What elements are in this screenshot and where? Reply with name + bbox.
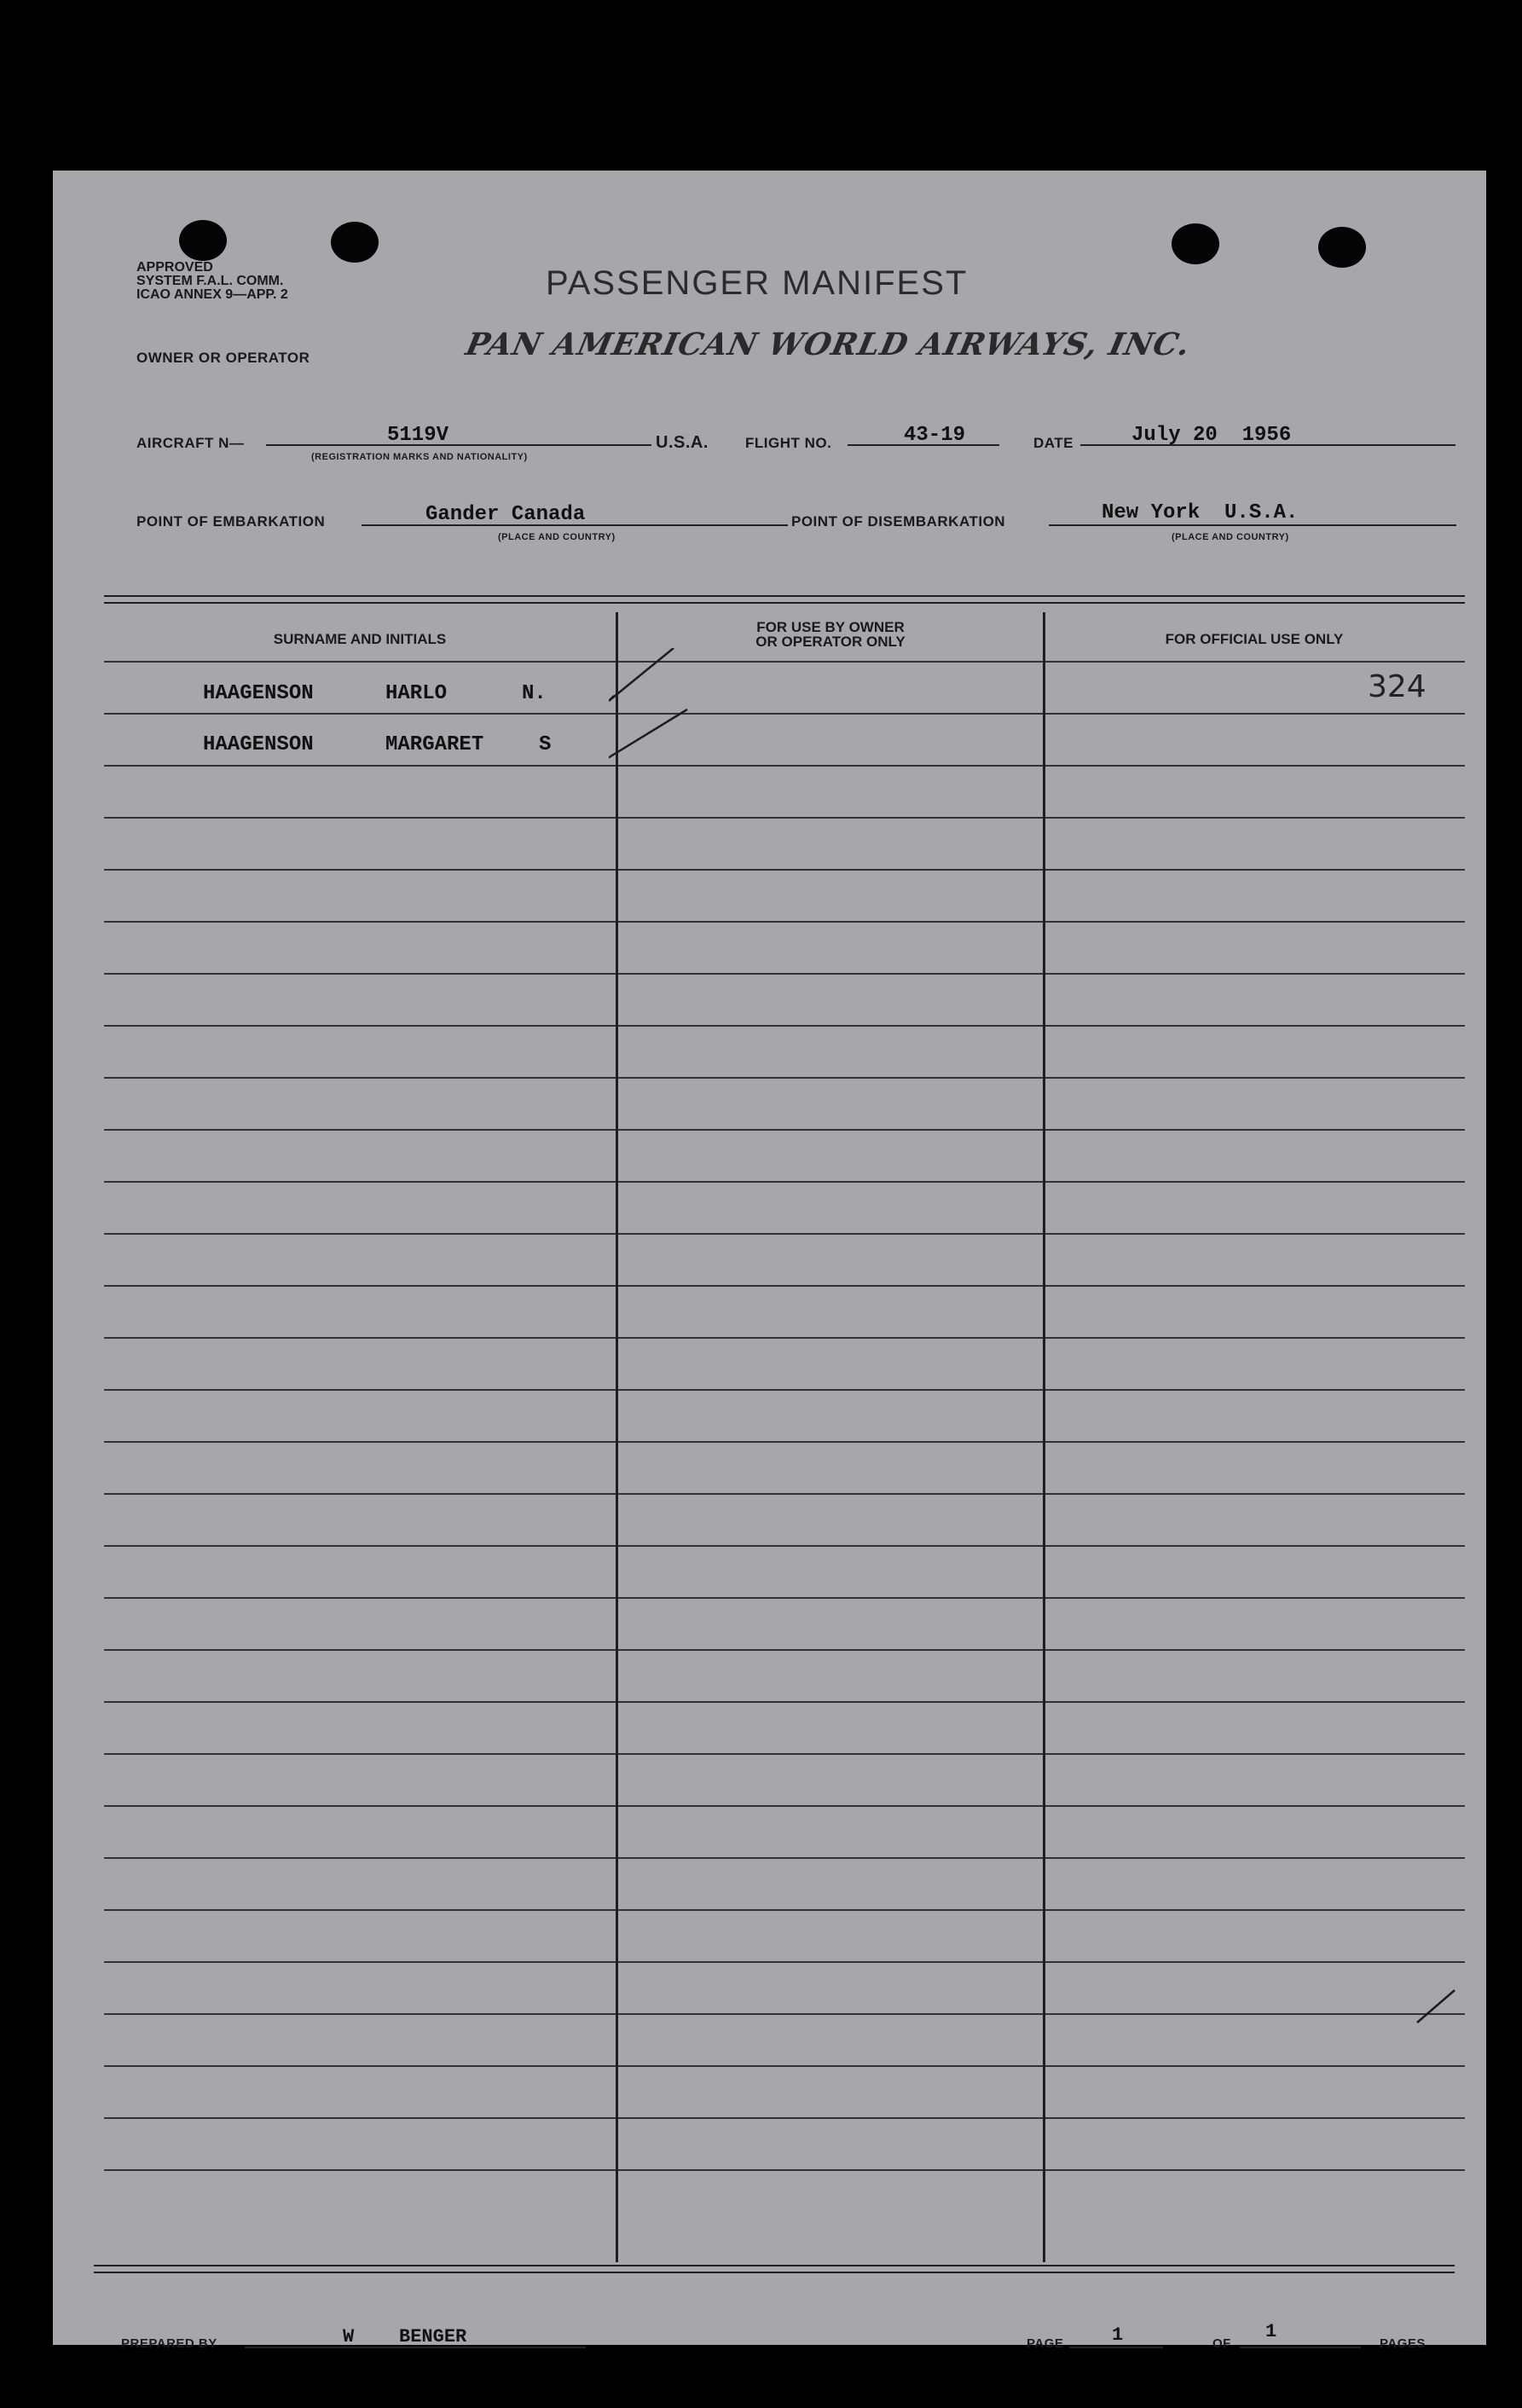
table-row-rule [104, 1597, 1465, 1599]
of-label: OF [1212, 2336, 1231, 2351]
page-title: PASSENGER MANIFEST [546, 264, 969, 302]
table-row-rule [104, 1909, 1465, 1911]
manifest-sheet [53, 171, 1486, 2351]
date-value: July 20 1956 [1131, 424, 1292, 447]
table-row-rule [104, 1753, 1465, 1755]
column-header-owner-use-line1: FOR USE BY OWNER [756, 619, 905, 635]
passenger-2-given: MARGARET [385, 733, 484, 756]
flight-value: 43-19 [904, 424, 966, 447]
punch-hole [179, 220, 227, 261]
table-row-rule [104, 1961, 1465, 1963]
table-row-rule [104, 1441, 1465, 1443]
embarkation-value: Gander Canada [425, 503, 586, 526]
disembarkation-underline [1049, 524, 1456, 526]
table-row-rule [104, 1285, 1465, 1287]
table-row-rule [104, 973, 1465, 975]
table-row-rule [104, 1649, 1465, 1651]
aircraft-label: AIRCRAFT N— [136, 435, 245, 451]
approval-line-3: ICAO ANNEX 9—APP. 2 [136, 287, 288, 302]
of-value: 1 [1265, 2321, 1277, 2342]
passenger-1-surname: HAAGENSON [203, 682, 314, 705]
column-header-surname: SURNAME AND INITIALS [273, 631, 447, 647]
approval-line-1: APPROVED [136, 260, 213, 275]
table-row-rule [104, 1129, 1465, 1131]
table-bottom-rule [94, 2272, 1455, 2273]
page-label: PAGE [1027, 2336, 1064, 2351]
aircraft-nationality: U.S.A. [656, 433, 709, 452]
prepared-by-label: PREPARED BY [121, 2336, 217, 2351]
pages-label: PAGES [1380, 2336, 1426, 2351]
of-underline [1240, 2347, 1361, 2348]
punch-hole [1318, 227, 1366, 268]
disembarkation-caption: (PLACE AND COUNTRY) [1172, 532, 1289, 542]
table-row-rule [104, 1545, 1465, 1547]
table-row-rule [104, 713, 1465, 715]
punch-hole [331, 222, 379, 263]
aircraft-underline [266, 444, 651, 446]
check-mark-icon [1415, 1985, 1458, 2028]
table-row-rule [104, 1025, 1465, 1027]
punch-hole [1172, 223, 1219, 264]
column-header-owner-use-line2: OR OPERATOR ONLY [755, 634, 906, 650]
aircraft-value: 5119V [387, 424, 449, 447]
passenger-1-initial: N. [522, 682, 547, 705]
passenger-2-surname: HAAGENSON [203, 733, 314, 756]
table-row-rule [104, 1181, 1465, 1183]
flight-label: FLIGHT NO. [745, 435, 832, 451]
table-row-rule [104, 1389, 1465, 1391]
page-value: 1 [1112, 2324, 1124, 2346]
passenger-2-initial: S [539, 733, 552, 756]
table-row-rule [104, 661, 1465, 663]
table-row-rule [104, 1805, 1465, 1807]
table-top-rule [104, 602, 1465, 604]
table-row-rule [104, 1077, 1465, 1079]
table-row-rule [104, 1701, 1465, 1703]
column-header-owner-use [618, 620, 1043, 649]
owner-label: OWNER OR OPERATOR [136, 350, 310, 366]
official-use-note: 324 [1368, 669, 1427, 704]
page-underline [1069, 2347, 1163, 2348]
table-row-rule [104, 1857, 1465, 1859]
table-row-rule [104, 765, 1465, 767]
column-header-official: FOR OFFICIAL USE ONLY [1165, 631, 1344, 647]
passenger-1-given: HARLO [385, 682, 448, 705]
prepared-by-value: W BENGER [343, 2326, 467, 2347]
table-row-rule [104, 817, 1465, 819]
table-row-rule [104, 1337, 1465, 1339]
table-row-rule [104, 1233, 1465, 1235]
disembarkation-value: New York U.S.A. [1102, 501, 1299, 524]
table-row-rule [104, 2169, 1465, 2171]
aircraft-caption: (REGISTRATION MARKS AND NATIONALITY) [311, 452, 528, 462]
table-row-rule [104, 2013, 1465, 2015]
table-bottom-rule [94, 2265, 1455, 2266]
approval-line-2: SYSTEM F.A.L. COMM. [136, 274, 284, 288]
table-row-rule [104, 1493, 1465, 1495]
check-mark-icon [609, 648, 703, 767]
owner-value: PAN AMERICAN WORLD AIRWAYS, INC. [462, 327, 1195, 362]
embarkation-caption: (PLACE AND COUNTRY) [498, 532, 616, 542]
embarkation-label: POINT OF EMBARKATION [136, 513, 326, 530]
table-row-rule [104, 2117, 1465, 2119]
date-label: DATE [1033, 435, 1074, 451]
disembarkation-label: POINT OF DISEMBARKATION [791, 513, 1006, 530]
table-row-rule [104, 921, 1465, 923]
table-row-rule [104, 2065, 1465, 2067]
table-top-rule [104, 595, 1465, 597]
table-row-rule [104, 869, 1465, 871]
